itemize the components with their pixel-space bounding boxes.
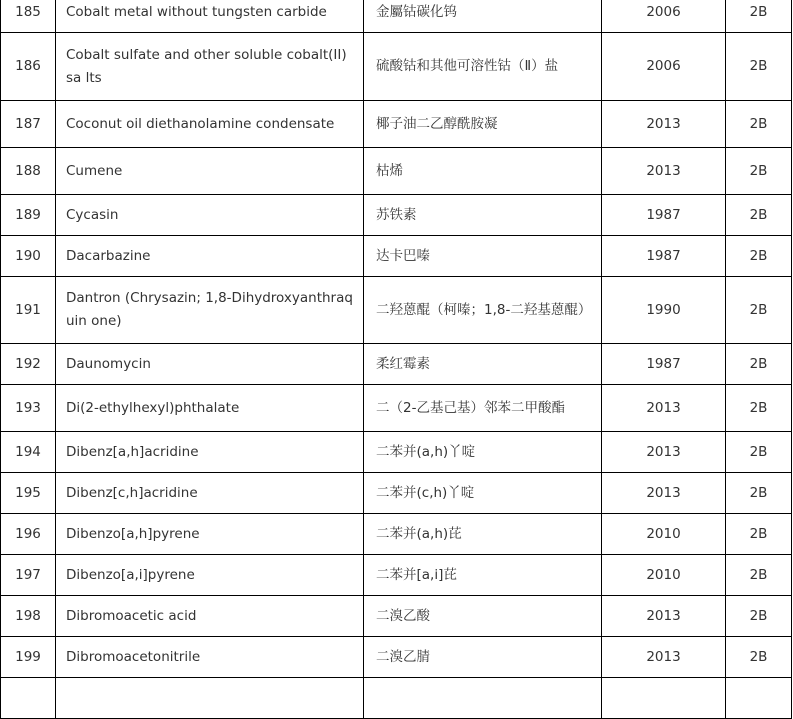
agent-name-chinese: 枯烯	[364, 148, 602, 195]
agent-name-english: Dacarbazine	[56, 236, 364, 277]
agent-name-chinese: 二苯并(a,h)芘	[364, 514, 602, 555]
iarc-group: 2B	[726, 101, 792, 148]
row-number: 185	[1, 0, 56, 33]
agent-name-chinese: 达卡巴嗪	[364, 236, 602, 277]
agent-name-english: Cobalt sulfate and other soluble cobalt(II) sa lts	[56, 33, 364, 101]
agent-name-chinese: 金屬钴碳化钨	[364, 0, 602, 33]
table-row	[1, 344, 792, 385]
evaluation-year: 2013	[602, 148, 726, 195]
evaluation-year: 1987	[602, 344, 726, 385]
row-number: 190	[1, 236, 56, 277]
agent-name-english: Dibromoacetic acid	[56, 596, 364, 637]
table-row	[1, 385, 792, 432]
evaluation-year: 2013	[602, 473, 726, 514]
iarc-group: 2B	[726, 596, 792, 637]
agent-name-chinese: 硫酸钴和其他可溶性钴（Ⅱ）盐	[364, 33, 602, 101]
agent-name-chinese: 二苯并(c,h)丫啶	[364, 473, 602, 514]
iarc-group: 2B	[726, 555, 792, 596]
table-row	[1, 514, 792, 555]
row-number: 199	[1, 637, 56, 678]
row-number: 197	[1, 555, 56, 596]
evaluation-year: 2013	[602, 596, 726, 637]
row-number: 187	[1, 101, 56, 148]
table-row	[1, 555, 792, 596]
table-row	[1, 195, 792, 236]
agent-name-english: Dibenzo[a,i]pyrene	[56, 555, 364, 596]
agent-name-english: Dibenzo[a,h]pyrene	[56, 514, 364, 555]
agent-name-chinese	[364, 678, 602, 719]
iarc-group: 2B	[726, 514, 792, 555]
agent-name-english: Cycasin	[56, 195, 364, 236]
evaluation-year: 1987	[602, 195, 726, 236]
agent-name-english: Dibromoacetonitrile	[56, 637, 364, 678]
row-number: 191	[1, 277, 56, 344]
agent-name-english: Dantron (Chrysazin; 1,8-Dihydroxyanthraquin one)	[56, 277, 364, 344]
row-number	[1, 678, 56, 719]
iarc-group: 2B	[726, 277, 792, 344]
row-number: 192	[1, 344, 56, 385]
row-number: 198	[1, 596, 56, 637]
evaluation-year	[602, 678, 726, 719]
iarc-group: 2B	[726, 148, 792, 195]
row-number: 193	[1, 385, 56, 432]
evaluation-year: 2013	[602, 432, 726, 473]
row-number: 195	[1, 473, 56, 514]
table-row	[1, 277, 792, 344]
evaluation-year: 2013	[602, 385, 726, 432]
iarc-group: 2B	[726, 385, 792, 432]
evaluation-year: 2006	[602, 0, 726, 33]
agent-name-english: Coconut oil diethanolamine condensate	[56, 101, 364, 148]
agent-name-english: Di(2-ethylhexyl)phthalate	[56, 385, 364, 432]
table-row	[1, 0, 792, 33]
row-number: 188	[1, 148, 56, 195]
table-row	[1, 236, 792, 277]
iarc-group: 2B	[726, 344, 792, 385]
iarc-group: 2B	[726, 432, 792, 473]
agent-name-chinese: 二溴乙酸	[364, 596, 602, 637]
iarc-group: 2B	[726, 236, 792, 277]
table-row	[1, 596, 792, 637]
iarc-group	[726, 678, 792, 719]
iarc-group: 2B	[726, 473, 792, 514]
agent-name-english: Dibenz[c,h]acridine	[56, 473, 364, 514]
table-row	[1, 101, 792, 148]
agent-name-english	[56, 678, 364, 719]
evaluation-year: 1987	[602, 236, 726, 277]
agent-name-chinese: 二羟蒽醌（柯嗪；1,8-二羟基蒽醌）	[364, 277, 602, 344]
agent-name-english: Dibenz[a,h]acridine	[56, 432, 364, 473]
table-row	[1, 637, 792, 678]
evaluation-year: 2010	[602, 514, 726, 555]
agent-name-chinese: 苏铁素	[364, 195, 602, 236]
iarc-group: 2B	[726, 195, 792, 236]
table-row	[1, 473, 792, 514]
table-row	[1, 432, 792, 473]
agent-name-english: Daunomycin	[56, 344, 364, 385]
iarc-group: 2B	[726, 637, 792, 678]
evaluation-year: 1990	[602, 277, 726, 344]
iarc-group: 2B	[726, 33, 792, 101]
agent-name-chinese: 二苯并(a,h)丫啶	[364, 432, 602, 473]
agent-name-english: Cumene	[56, 148, 364, 195]
agent-name-chinese: 二苯并[a,i]芘	[364, 555, 602, 596]
table-row-partial	[1, 678, 792, 719]
agent-name-chinese: 柔红霉素	[364, 344, 602, 385]
agent-name-chinese: 椰子油二乙醇酰胺凝	[364, 101, 602, 148]
agent-name-chinese: 二溴乙腈	[364, 637, 602, 678]
evaluation-year: 2013	[602, 637, 726, 678]
row-number: 196	[1, 514, 56, 555]
evaluation-year: 2013	[602, 101, 726, 148]
table-row	[1, 148, 792, 195]
evaluation-year: 2006	[602, 33, 726, 101]
table-row	[1, 33, 792, 101]
row-number: 189	[1, 195, 56, 236]
row-number: 186	[1, 33, 56, 101]
evaluation-year: 2010	[602, 555, 726, 596]
agent-name-chinese: 二（2-乙基己基）邻苯二甲酸酯	[364, 385, 602, 432]
agent-name-english: Cobalt metal without tungsten carbide	[56, 0, 364, 33]
iarc-group: 2B	[726, 0, 792, 33]
row-number: 194	[1, 432, 56, 473]
